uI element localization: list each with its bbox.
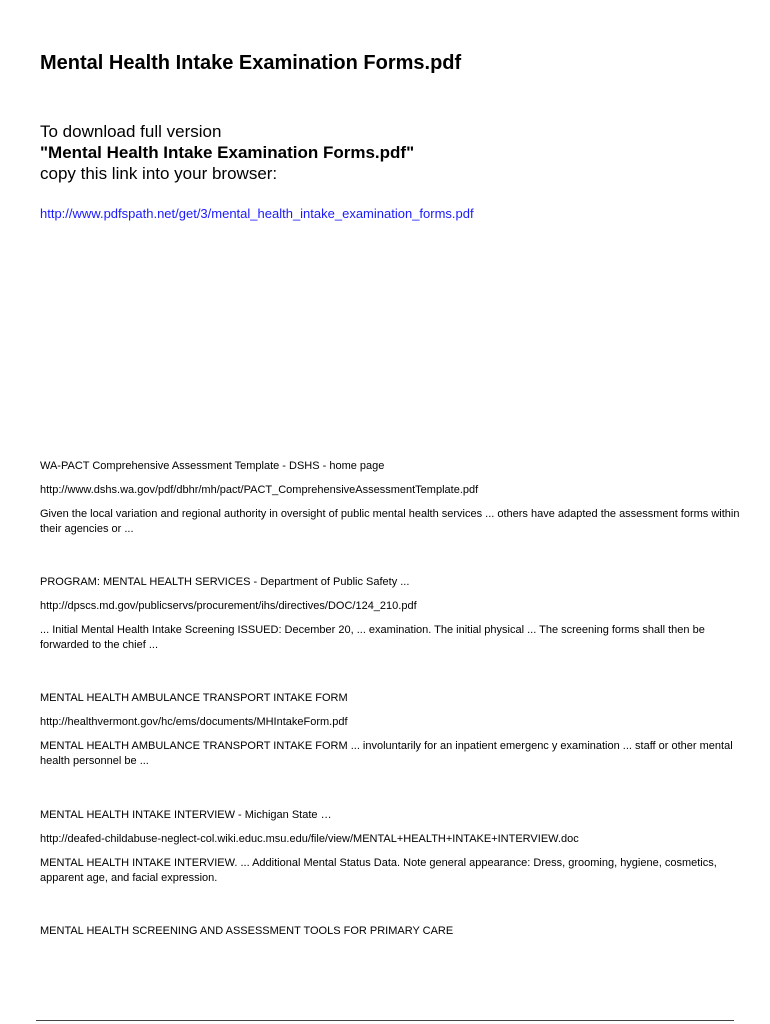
result-url: http://www.dshs.wa.gov/pdf/dbhr/mh/pact/PACT_ComprehensiveAssessmentTemplate.pdf — [40, 484, 479, 496]
result-title: MENTAL HEALTH SCREENING AND ASSESSMENT TOOLS FOR PRIMARY CARE — [40, 925, 454, 937]
download-link[interactable]: http://www.pdfspath.net/get/3/mental_health_intake_examination_forms.pdf — [40, 206, 474, 221]
result-title: WA-PACT Comprehensive Assessment Template - DSHS - home page — [40, 460, 385, 472]
intro-line-1: To download full version — [40, 122, 222, 141]
intro-line-3: copy this link into your browser: — [40, 164, 278, 183]
result-title: PROGRAM: MENTAL HEALTH SERVICES - Department of Public Safety ... — [40, 576, 410, 588]
result-snippet: Given the local variation and regional authority in oversight of public mental health services ... others have adapted the assessment forms within their agencies or ... — [40, 508, 740, 535]
result-url: http://deafed-childabuse-neglect-col.wiki.educ.msu.edu/file/view/MENTAL+HEALTH+INTAKE+INTERVIEW.doc — [40, 833, 579, 845]
download-instructions — [40, 121, 414, 184]
result-item — [40, 459, 752, 537]
result-snippet: ... Initial Mental Health Intake Screening ISSUED: December 20, ... examination. The initial physical ... The screening forms shall then be forwarded to the chief ... — [40, 624, 705, 651]
intro-line-2: "Mental Health Intake Examination Forms.pdf" — [40, 143, 415, 162]
result-url: http://dpscs.md.gov/publicservs/procurement/ihs/directives/DOC/124_210.pdf — [40, 600, 417, 612]
result-snippet: MENTAL HEALTH INTAKE INTERVIEW. ... Additional Mental Status Data. Note general appearance: Dress, grooming, hygiene, cosmetics, apparent age, and facial expression. — [40, 857, 717, 884]
result-title: MENTAL HEALTH AMBULANCE TRANSPORT INTAKE FORM — [40, 692, 348, 704]
result-url: http://healthvermont.gov/hc/ems/documents/MHIntakeForm.pdf — [40, 716, 348, 728]
result-item — [40, 808, 752, 886]
result-snippet: MENTAL HEALTH AMBULANCE TRANSPORT INTAKE FORM ... involuntarily for an inpatient emergenc y examination ... staff or other mental health personnel be ... — [40, 740, 733, 767]
result-item — [40, 924, 752, 939]
result-item — [40, 691, 752, 769]
document-title: Mental Health Intake Examination Forms.pdf — [40, 52, 462, 74]
result-item — [40, 575, 752, 653]
footer-divider — [36, 1020, 734, 1021]
result-title: MENTAL HEALTH INTAKE INTERVIEW - Michigan State … — [40, 809, 332, 821]
